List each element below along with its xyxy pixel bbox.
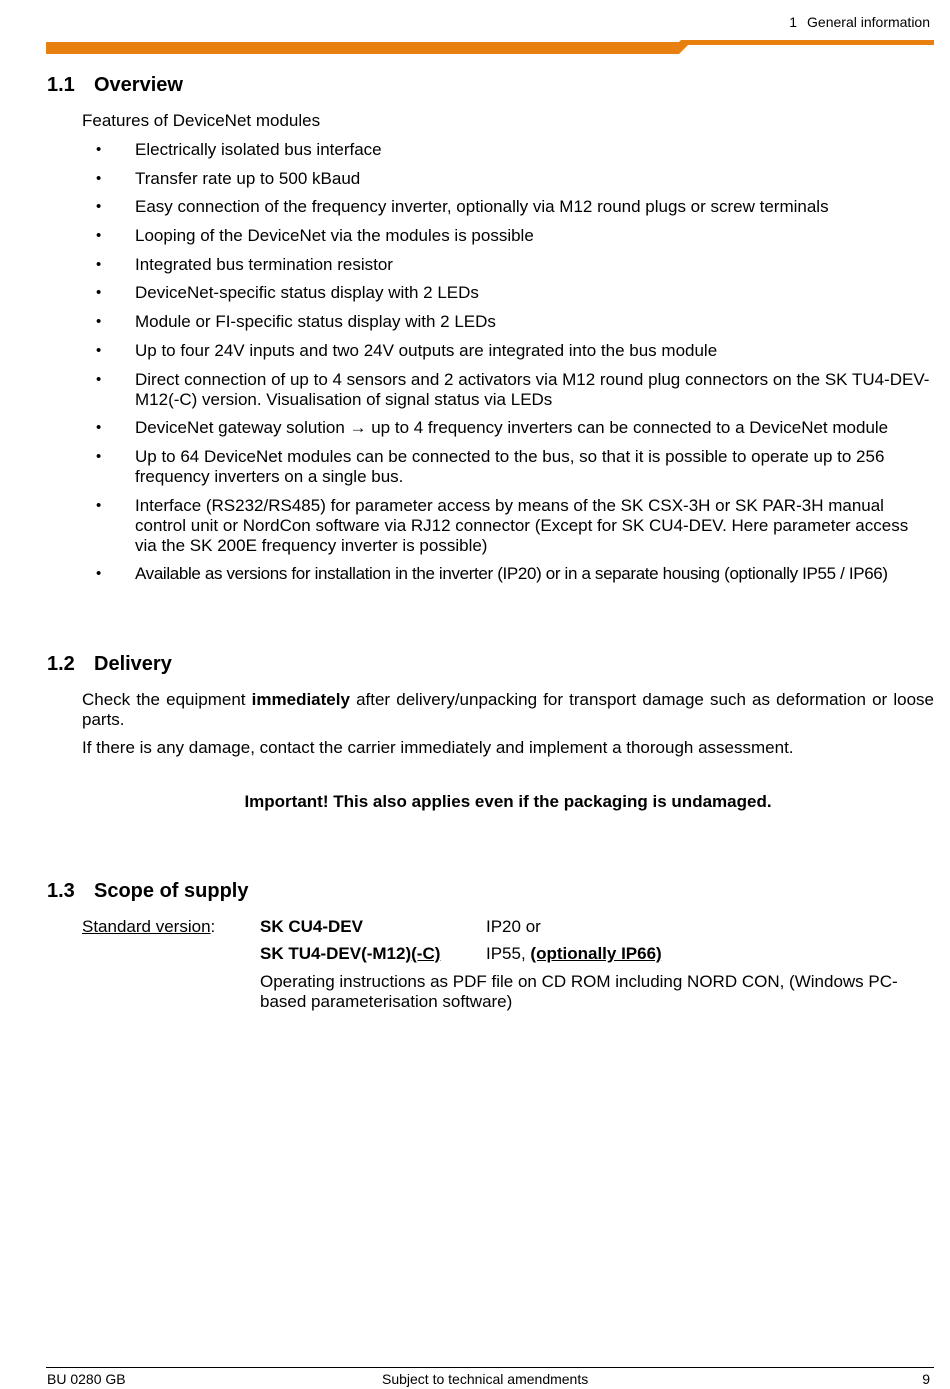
bullet-icon: • (96, 255, 102, 273)
bullet-icon: • (96, 198, 102, 216)
product-name: SK TU4-DEV(-M12) (260, 944, 412, 963)
product-suffix: (-C) (411, 944, 441, 963)
bullet-icon: • (96, 370, 102, 388)
overview-intro: Features of DeviceNet modules (82, 111, 321, 130)
bullet-icon: • (96, 565, 101, 583)
section-heading: Overview (94, 74, 183, 96)
section-heading: Scope of supply (94, 880, 249, 902)
delivery-text: after delivery/unpacking for transport damage such as deformation or loose parts. (82, 690, 934, 729)
feature-text: Module or FI-specific status display with 2 LEDs (135, 312, 496, 332)
footer-doc-id: BU 0280 GB (47, 1371, 126, 1387)
bullet-icon: • (96, 169, 102, 187)
delivery-text: Check the equipment (82, 690, 252, 709)
feature-list-item (82, 370, 934, 410)
product-cu4-dev-desc: IP20 or (486, 917, 541, 936)
section-number: 1.2 (47, 653, 75, 675)
chapter-title: General information (807, 14, 930, 30)
delivery-paragraph-2: If there is any damage, contact the carrier immediately and implement a thorough assessment. (82, 738, 794, 757)
running-header (789, 14, 930, 30)
important-note: Important! This also applies even if the packaging is undamaged. (244, 792, 772, 811)
bullet-icon: • (96, 419, 102, 437)
desc-text: IP55, (486, 944, 531, 963)
feature-list-item (82, 418, 934, 438)
label-colon: : (210, 917, 216, 936)
delivery-emphasis: immediately (251, 690, 350, 709)
section-title-scope (47, 880, 248, 903)
bullet-icon: • (96, 141, 102, 158)
product-tu4-dev-desc (486, 944, 662, 964)
bullet-icon: • (96, 341, 102, 359)
delivery-paragraph-1 (82, 690, 934, 730)
feature-text: Available as versions for installation in the inverter (IP20) or in a separate housing (optionally IP55 / IP66) (135, 564, 888, 584)
feature-list-item (82, 283, 934, 303)
bullet-icon: • (96, 227, 102, 245)
section-number: 1.3 (47, 880, 75, 902)
label-text: Standard version (82, 917, 211, 936)
product-cu4-dev: SK CU4-DEV (260, 917, 363, 936)
feature-text: Up to four 24V inputs and two 24V outputs are integrated into the bus module (135, 340, 718, 360)
feature-list-item (82, 226, 934, 246)
feature-list (82, 140, 934, 593)
bullet-icon: • (96, 284, 102, 302)
feature-text: Looping of the DeviceNet via the modules is possible (135, 226, 534, 246)
bullet-icon: • (96, 496, 102, 514)
footer-page-number: 9 (922, 1371, 930, 1387)
feature-text: DeviceNet-specific status display with 2 LEDs (135, 283, 479, 303)
footer-notice: Subject to technical amendments (382, 1371, 589, 1387)
section-heading: Delivery (94, 653, 172, 675)
feature-list-item (82, 564, 934, 584)
feature-text: Electrically isolated bus interface (135, 140, 382, 159)
feature-list-item (82, 447, 934, 487)
feature-list-item (82, 496, 934, 556)
feature-text: Easy connection of the frequency inverter, optionally via M12 round plugs or screw terminals (135, 197, 829, 217)
standard-version-label (82, 917, 215, 937)
feature-text: Up to 64 DeviceNet modules can be connected to the bus, so that it is possible to operate up to 256 frequency inverters on a single bus. (135, 446, 885, 486)
bullet-icon: • (96, 447, 102, 465)
footer-rule (46, 1367, 934, 1368)
feature-list-item (82, 140, 934, 160)
product-tu4-dev (260, 944, 440, 964)
feature-list-item (82, 341, 934, 361)
feature-text: Integrated bus termination resistor (135, 254, 393, 274)
feature-list-item (82, 312, 934, 332)
section-title-overview (47, 74, 183, 97)
chapter-number: 1 (789, 14, 798, 30)
section-number: 1.1 (47, 74, 75, 96)
bullet-icon: • (96, 313, 102, 331)
section-title-delivery (47, 653, 172, 676)
feature-text: Transfer rate up to 500 kBaud (135, 168, 361, 188)
operating-instructions-item: Operating instructions as PDF file on CD ROM including NORD CON, (Windows PC-based parameterisation software) (260, 972, 898, 1011)
header-accent-bar (46, 40, 934, 56)
feature-text: DeviceNet gateway solution → up to 4 frequency inverters can be connected to a DeviceNet module (135, 418, 889, 438)
desc-emphasis: (optionally IP66) (530, 944, 662, 963)
feature-list-item (82, 255, 934, 275)
feature-list-item (82, 169, 934, 189)
feature-list-item (82, 197, 934, 217)
feature-text: Interface (RS232/RS485) for parameter access by means of the SK CSX-3H or SK PAR-3H manual control unit or NordCon software via RJ12 connector (Except for SK CU4-DEV. Here parameter access via the SK 200E frequency inverter is possible) (135, 495, 909, 555)
feature-text: Direct connection of up to 4 sensors and 2 activators via M12 round plug connectors on the SK TU4-DEV-M12(-C) version. Visualisation of signal status via LEDs (135, 369, 930, 409)
